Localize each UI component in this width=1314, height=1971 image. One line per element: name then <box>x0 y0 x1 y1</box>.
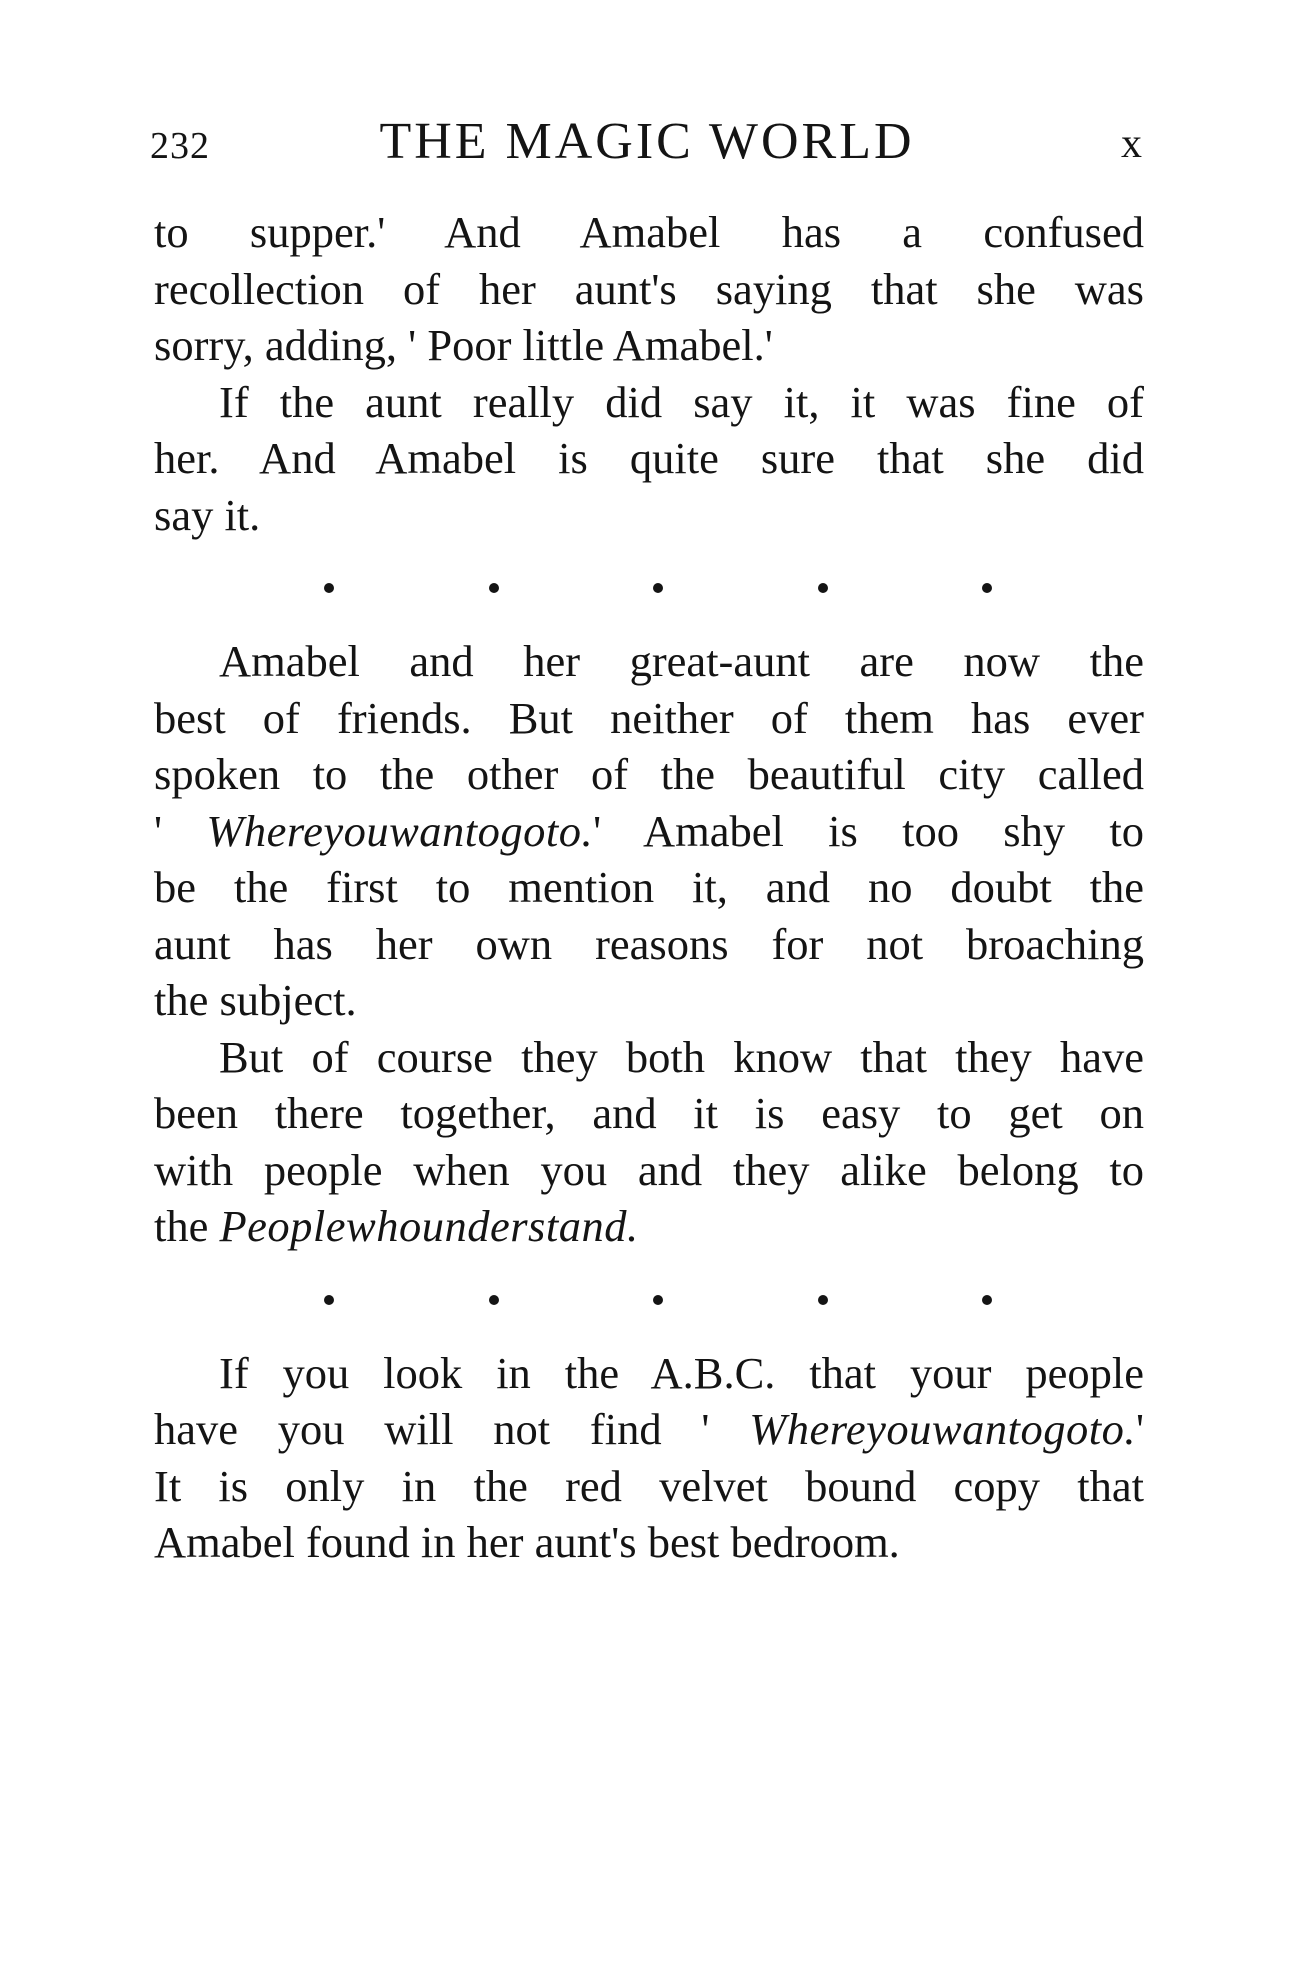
text-line: with people when you and they alike belong to <box>154 1144 1144 1195</box>
text-line: sorry, adding, ' Poor little Amabel.' <box>154 320 773 370</box>
text-line <box>154 1198 1144 1255</box>
text-line: best of friends. But neither of them has ever <box>154 692 1144 743</box>
text-line: to supper.' And Amabel has a confused <box>154 207 1144 257</box>
text-line: But of course they both know that they have <box>219 1031 1144 1082</box>
italic-place-name: Whereyouwantogoto. <box>206 805 594 856</box>
section-break-dots <box>324 1255 992 1345</box>
text-line: If the aunt really did say it, it was fine of <box>219 376 1144 427</box>
open-quote: ' <box>154 805 207 856</box>
text-fragment: ' Amabel is too shy to <box>593 805 1144 856</box>
paragraph-3 <box>154 633 1144 1029</box>
text-line: Amabel and her great-aunt are now the <box>219 636 1144 686</box>
running-header <box>148 112 1146 172</box>
dot <box>324 1295 334 1305</box>
text-line: say it. <box>154 489 261 540</box>
text-fragment: the <box>154 1201 220 1251</box>
text-fragment: have you will not find ' <box>154 1404 750 1454</box>
dot <box>324 583 334 593</box>
dot <box>818 583 828 593</box>
dot <box>489 583 499 593</box>
text-line: be the first to mention it, and no doubt the <box>154 862 1144 912</box>
chapter-number: x <box>1121 121 1142 167</box>
text-line: Amabel found in her aunt's best bedroom. <box>154 1517 900 1567</box>
dot <box>982 1295 992 1305</box>
text-line: It is only in the red velvet bound copy that <box>154 1460 1144 1511</box>
section-break-dots <box>324 543 992 633</box>
text-line: If you look in the A.B.C. that your people <box>219 1347 1144 1398</box>
italic-place-name: Whereyouwantogoto. <box>749 1404 1136 1454</box>
text-line: aunt has her own reasons for not broaching <box>154 918 1144 969</box>
dot <box>653 583 663 593</box>
text-line <box>154 803 1144 860</box>
page-number: 232 <box>150 125 210 167</box>
paragraph-5 <box>154 1345 1144 1571</box>
text-line: recollection of her aunt's saying that she was <box>154 263 1144 314</box>
italic-place-name: Peoplewhounderstand. <box>219 1201 639 1251</box>
paragraph-2 <box>154 374 1144 544</box>
dot <box>489 1295 499 1305</box>
page-text <box>154 204 1144 1571</box>
running-title: THE MAGIC WORLD <box>379 113 915 170</box>
text-line <box>154 1401 1144 1458</box>
text-line: been there together, and it is easy to get on <box>154 1088 1144 1138</box>
paragraph-1 <box>154 204 1144 374</box>
text-line: the subject. <box>154 975 357 1025</box>
paragraph-4 <box>154 1029 1144 1255</box>
text-line: her. And Amabel is quite sure that she did <box>154 433 1144 483</box>
dot <box>818 1295 828 1305</box>
close-quote: ' <box>1135 1404 1144 1454</box>
dot <box>982 583 992 593</box>
dot <box>653 1295 663 1305</box>
text-line: spoken to the other of the beautiful city called <box>154 749 1144 799</box>
